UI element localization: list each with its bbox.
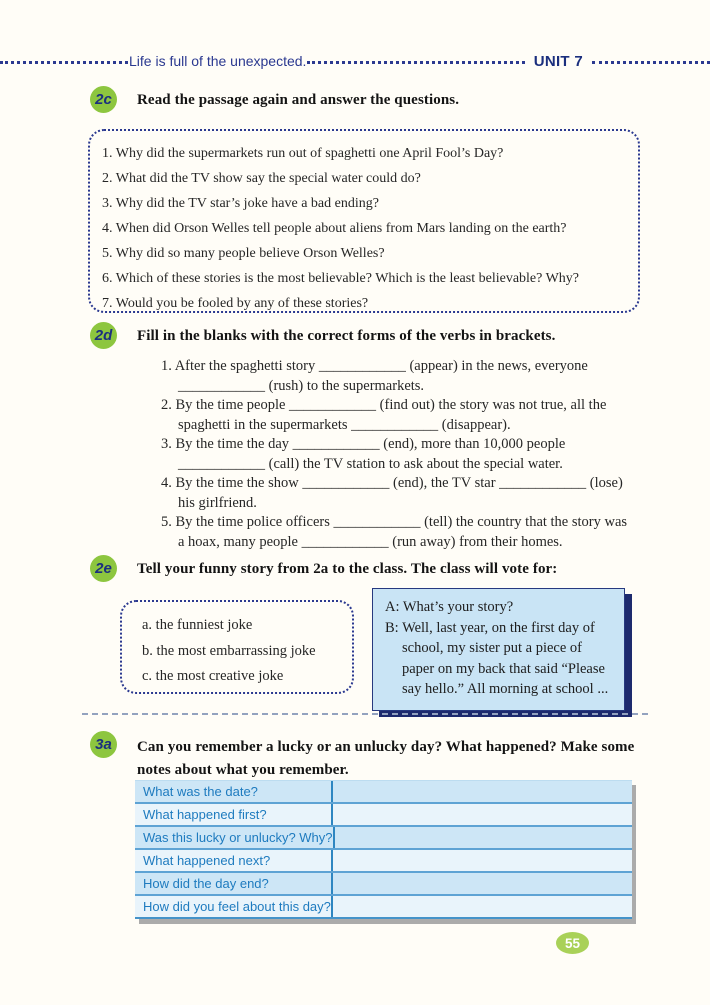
table-row [135,827,632,850]
section-heading-2e: Tell your funny story from 2a to the class. The class will vote for: [137,561,558,577]
question-item: 3. Why did the TV star’s joke have a bad ending? [102,196,379,211]
dotted-rule-middle [307,61,524,64]
vote-option: b. the most embarrassing joke [142,642,316,659]
table-blank-cell [333,804,632,825]
section-divider [82,713,648,715]
vote-options-box [120,600,354,694]
section-heading-3a: Can you remember a lucky or an unlucky day? What happened? Make some notes about what you remember. [137,739,635,778]
question-item: 7. Would you be fooled by any of these stories? [102,296,369,311]
table-blank-cell [335,827,632,848]
table-question-cell: Was this lucky or unlucky? Why? [135,827,335,848]
fill-blank-item: 5. By the time police officers ____________ (tell) the country that the story was a hoax, many people ____________ (run away) from their homes. [161,514,628,550]
dotted-rule-left [0,61,128,64]
question-item: 1. Why did the supermarkets run out of spaghetti one April Fool’s Day? [102,146,504,161]
question-item: 6. Which of these stories is the most believable? Which is the least believable? Why? [102,271,580,286]
table-blank-cell [333,850,632,871]
table-row [135,873,632,896]
dialog-example-box [372,588,625,711]
section-badge-2c: 2c [90,86,117,113]
section-heading-2d: Fill in the blanks with the correct forms of the verbs in brackets. [137,328,556,344]
page-number-badge: 55 [556,932,589,954]
fill-blank-item: 1. After the spaghetti story ____________ (appear) in the news, everyone ____________ (rush) to the supermarkets. [161,358,588,394]
question-item: 2. What did the TV show say the special water could do? [102,171,421,186]
fill-blank-item: 4. By the time the show ____________ (end), the TV star ____________ (lose) his girlfriend. [161,475,623,511]
table-question-cell: What was the date? [135,781,333,802]
table-row [135,850,632,873]
table-blank-cell [333,873,632,894]
unit-label: UNIT 7 [533,52,583,70]
section-heading-2c: Read the passage again and answer the questions. [137,92,460,108]
section-badge-2d: 2d [90,322,117,349]
fill-blank-item: 3. By the time the day ____________ (end), more than 10,000 people ____________ (call) the TV station to ask about the special water. [161,436,566,472]
fill-blanks-list [161,357,635,552]
fill-blank-item: 2. By the time people ____________ (find out) the story was not true, all the spaghetti in the supermarkets ____________ (disappear). [161,397,607,433]
dialog-line-b: B: Well, last year, on the first day of school, my sister put a piece of paper on my back that said “Please say hello.” All morning at school ... [385,619,609,697]
vote-option: a. the funniest joke [142,617,253,633]
section-badge-2e: 2e [90,555,117,582]
notes-table [135,780,632,919]
question-item: 5. Why did so many people believe Orson Welles? [102,246,385,261]
dotted-rule-right [592,61,710,64]
table-row [135,804,632,827]
table-blank-cell [333,896,632,917]
table-question-cell: How did the day end? [135,873,333,894]
vote-option: c. the most creative joke [142,668,284,684]
table-question-cell: How did you feel about this day? [135,896,333,917]
table-question-cell: What happened next? [135,850,333,871]
question-item: 4. When did Orson Welles tell people about aliens from Mars landing on the earth? [102,221,567,236]
header-title: Life is full of the unexpected. [129,53,307,69]
table-row [135,781,632,804]
table-row [135,896,632,919]
page-header [0,51,710,71]
table-blank-cell [333,781,632,802]
questions-box [88,129,640,313]
table-question-cell: What happened first? [135,804,333,825]
dialog-line-a: A: What’s your story? [385,599,514,615]
section-badge-3a: 3a [90,731,117,758]
